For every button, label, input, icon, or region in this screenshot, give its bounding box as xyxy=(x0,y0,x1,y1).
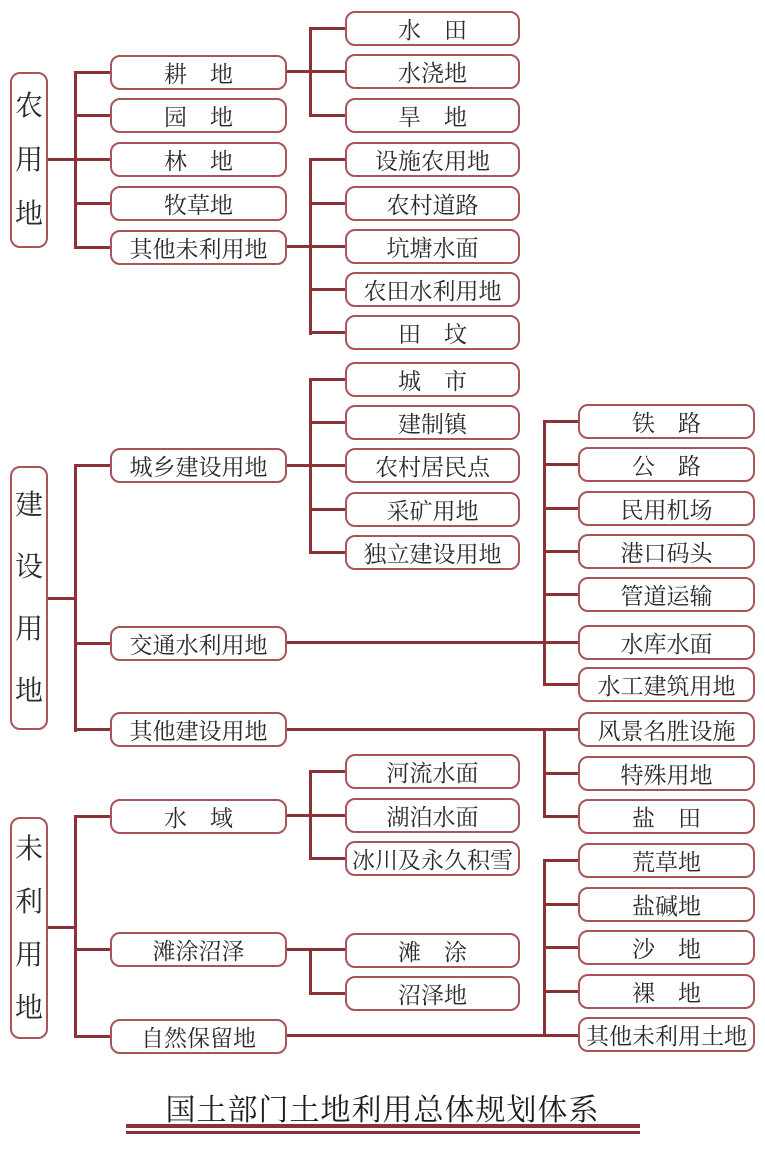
node-city: 城 市 xyxy=(345,362,520,397)
connector-line xyxy=(309,331,345,334)
connector-line xyxy=(74,464,110,467)
node-pond-water-surface: 坑塘水面 xyxy=(345,229,520,264)
node-urban-rural-construction-land: 城乡建设用地 xyxy=(110,448,287,483)
connector-line xyxy=(543,593,578,596)
node-special-land: 特殊用地 xyxy=(578,756,755,791)
node-dry-land: 旱 地 xyxy=(345,98,520,133)
node-cultivated-land: 耕 地 xyxy=(110,55,287,90)
node-other-unused-land: 其他未利用地 xyxy=(110,230,287,265)
connector-line xyxy=(543,772,578,775)
node-independent-construction-land: 独立建设用地 xyxy=(345,535,520,570)
connector-line xyxy=(309,421,345,424)
connector-line xyxy=(309,378,312,554)
node-natural-reserved-land: 自然保留地 xyxy=(110,1019,287,1054)
node-railway: 铁 路 xyxy=(578,404,755,439)
node-wild-grassland: 荒草地 xyxy=(578,843,755,878)
connector-line xyxy=(48,158,110,161)
connector-line xyxy=(48,926,74,929)
connector-line xyxy=(309,992,345,995)
connector-line xyxy=(543,859,578,862)
connector-line xyxy=(309,551,345,554)
connector-line xyxy=(543,550,578,553)
connector-line xyxy=(74,246,110,249)
connector-line xyxy=(543,420,578,423)
connector-line xyxy=(309,770,345,773)
connector-line xyxy=(309,158,345,161)
connector-line xyxy=(74,815,110,818)
connector-line xyxy=(309,378,345,381)
node-forest-land: 林 地 xyxy=(110,142,287,177)
node-hydraulic-structure-land: 水工建筑用地 xyxy=(578,667,755,702)
node-other-construction-land: 其他建设用地 xyxy=(110,712,287,747)
diagram-title: 国土部门土地利用总体规划体系 xyxy=(165,1094,600,1127)
node-tidal-flat: 滩 涂 xyxy=(345,933,520,968)
node-mining-land: 采矿用地 xyxy=(345,492,520,527)
connector-line xyxy=(74,1035,110,1038)
connector-line xyxy=(309,508,345,511)
node-construction-land: 建设用地 xyxy=(10,466,48,730)
node-designated-town: 建制镇 xyxy=(345,405,520,440)
node-irrigated-land: 水浇地 xyxy=(345,54,520,89)
connector-line xyxy=(543,946,578,949)
node-facility-agricultural-land: 设施农用地 xyxy=(345,142,520,177)
connector-line xyxy=(309,288,345,291)
connector-line xyxy=(74,815,77,1038)
connector-line xyxy=(309,202,345,205)
node-farmland-water-conservancy-land: 农田水利用地 xyxy=(345,272,520,307)
node-highway: 公 路 xyxy=(578,447,755,482)
node-tidal-flat-marsh: 滩涂沼泽 xyxy=(110,932,287,967)
node-other-unutilized-land: 其他未利用土地 xyxy=(578,1017,755,1052)
connector-line xyxy=(543,463,578,466)
node-rural-road: 农村道路 xyxy=(345,186,520,221)
connector-line xyxy=(287,948,345,951)
node-garden-land: 园 地 xyxy=(110,98,287,133)
node-salt-pan: 盐 田 xyxy=(578,799,755,834)
connector-line xyxy=(74,642,110,645)
connector-line xyxy=(309,948,312,995)
connector-line xyxy=(543,683,578,686)
connector-line xyxy=(74,728,110,731)
node-paddy-field: 水 田 xyxy=(345,11,520,46)
node-unused-land: 未利用地 xyxy=(10,817,48,1039)
connector-line xyxy=(309,770,312,860)
node-sandy-land: 沙 地 xyxy=(578,930,755,965)
node-scenic-facilities: 风景名胜设施 xyxy=(578,712,755,747)
node-reservoir-water-surface: 水库水面 xyxy=(578,625,755,660)
connector-line xyxy=(287,728,578,731)
node-lake-water-surface: 湖泊水面 xyxy=(345,798,520,833)
node-port-wharf: 港口码头 xyxy=(578,534,755,569)
connector-line xyxy=(309,857,345,860)
node-glacier-permanent-snow: 冰川及永久积雪 xyxy=(345,841,520,876)
connector-line xyxy=(543,420,546,686)
node-pipeline-transport: 管道运输 xyxy=(578,577,755,612)
node-river-water-surface: 河流水面 xyxy=(345,754,520,789)
connector-line xyxy=(309,27,345,30)
connector-line xyxy=(287,70,345,73)
connector-line xyxy=(309,158,312,335)
node-water-area: 水 域 xyxy=(110,799,287,834)
connector-line xyxy=(543,507,578,510)
node-marshland: 沼泽地 xyxy=(345,976,520,1011)
title-underline-bottom xyxy=(126,1131,640,1134)
node-civil-airport: 民用机场 xyxy=(578,491,755,526)
connector-line xyxy=(287,245,345,248)
node-agricultural-land: 农用地 xyxy=(10,72,48,248)
connector-line xyxy=(74,202,110,205)
connector-line xyxy=(287,814,345,817)
connector-line xyxy=(309,27,312,117)
connector-line xyxy=(543,990,578,993)
connector-line xyxy=(543,903,578,906)
node-rural-settlement: 农村居民点 xyxy=(345,448,520,483)
node-pasture-land: 牧草地 xyxy=(110,186,287,221)
connector-line xyxy=(74,71,77,249)
connector-line xyxy=(287,464,345,467)
connector-line xyxy=(74,948,110,951)
node-field-mound: 田 坟 xyxy=(345,315,520,350)
connector-line xyxy=(74,114,110,117)
connector-line xyxy=(74,71,110,74)
connector-line xyxy=(48,597,74,600)
connector-line xyxy=(543,815,578,818)
connector-line xyxy=(287,1034,578,1037)
connector-line xyxy=(309,114,345,117)
connector-line xyxy=(74,464,77,732)
connector-line xyxy=(287,641,578,644)
node-transport-water-conservancy-land: 交通水利用地 xyxy=(110,626,287,661)
node-bare-land: 裸 地 xyxy=(578,974,755,1009)
node-saline-alkali-land: 盐碱地 xyxy=(578,887,755,922)
